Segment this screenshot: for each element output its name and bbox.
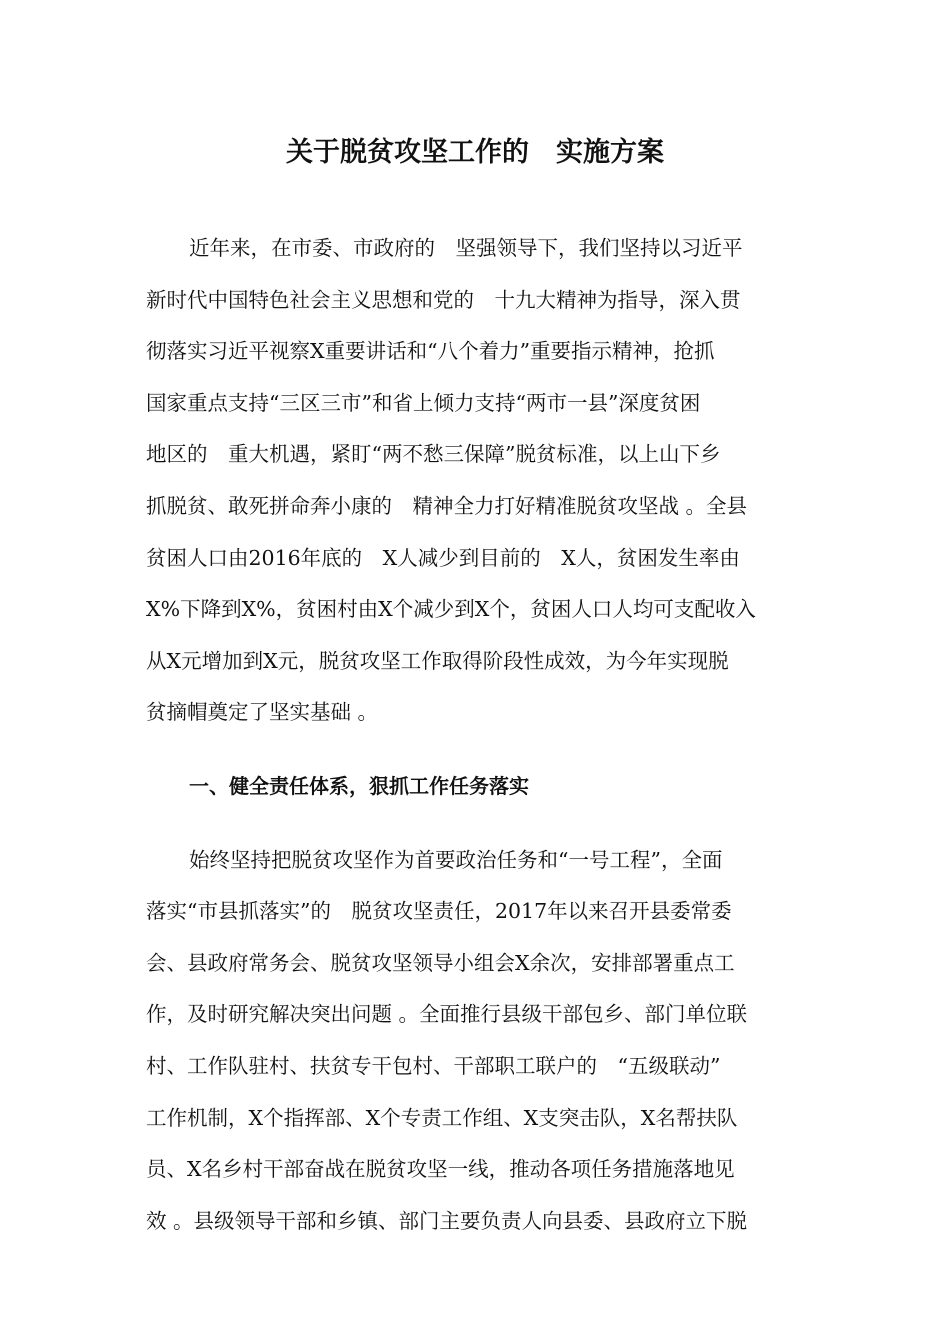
- paragraph-spacer: [146, 813, 806, 835]
- paragraph-line: 地区的 重大机遇，紧盯“两不愁三保障”脱贫标准，以上山下乡: [146, 442, 721, 467]
- paragraph-line: 效 。县级领导干部和乡镇、部门主要负责人向县委、县政府立下脱: [146, 1208, 748, 1233]
- paragraph-line: 村、工作队驻村、扶贫专干包村、干部职工联户的 “五级联动”: [146, 1053, 721, 1078]
- paragraph-line: 会、县政府常务会、脱贫攻坚领导小组会X余次，安排部署重点工: [146, 950, 735, 975]
- paragraph-line: 新时代中国特色社会主义思想和党的 十九大精神为指导，深入贯: [146, 287, 741, 312]
- paragraph-line: 工作机制，X个指挥部、X个专责工作组、X支突击队，X名帮扶队: [146, 1105, 738, 1130]
- paragraph-line: 彻落实习近平视察X重要讲话和“八个着力”重要指示精神，抢抓: [146, 339, 715, 364]
- paragraph-line: 始终坚持把脱贫攻坚作为首要政治任务和“一号工程”，全面: [189, 847, 723, 872]
- paragraph-line: 国家重点支持“三区三市”和省上倾力支持“两市一县”深度贫困: [146, 390, 701, 415]
- document-title: 关于脱贫攻坚工作的 实施方案: [286, 137, 664, 168]
- paragraph-line: 贫困人口由2016年底的 X人减少到目前的 X人，贫困发生率由: [146, 545, 740, 570]
- paragraph-spacer: [146, 739, 806, 761]
- section1-paragraph: [146, 835, 806, 1248]
- intro-paragraph: [146, 223, 806, 739]
- paragraph-line: 近年来，在市委、市政府的 坚强领导下，我们坚持以习近平: [189, 236, 743, 260]
- paragraph-line: 作，及时研究解决突出问题 。全面推行县级干部包乡、部门单位联: [146, 1002, 748, 1027]
- paragraph-line: 从X元增加到X元，脱贫攻坚工作取得阶段性成效，为今年实现脱: [146, 648, 729, 673]
- document-body: [146, 223, 806, 1247]
- paragraph-line: X%下降到X%，贫困村由X个减少到X个，贫困人口人均可支配收入: [146, 597, 756, 622]
- paragraph-line: 抓脱贫、敢死拼命奔小康的 精神全力打好精准脱贫攻坚战 。全县: [146, 493, 748, 518]
- paragraph-line: 贫摘帽奠定了坚实基础 。: [146, 700, 379, 725]
- paragraph-line: 落实“市县抓落实”的 脱贫攻坚责任，2017年以来召开县委常委: [146, 899, 732, 924]
- section-heading: 一、健全责任体系，狠抓工作任务落实: [189, 773, 529, 798]
- paragraph-line: 员、X名乡村干部奋战在脱贫攻坚一线，推动各项任务措施落地见: [146, 1157, 735, 1182]
